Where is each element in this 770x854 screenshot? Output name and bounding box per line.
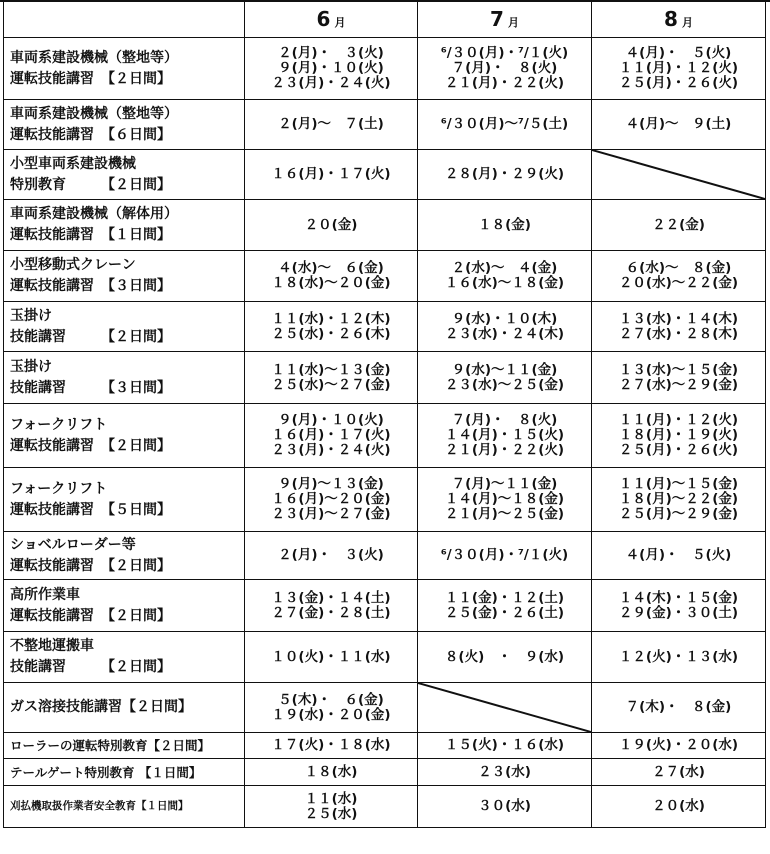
session-date: ２３(月)・２４(火): [271, 75, 391, 91]
session-dates-cell: [592, 352, 766, 404]
course-duration: 運転技能講習 【３日間】: [10, 278, 171, 294]
session-dates-cell: [418, 580, 592, 632]
course-name: 不整地運搬車: [10, 638, 94, 654]
session-date: ２(月)～ ７(土): [278, 116, 384, 132]
session-date: １４(木)・１５(金): [618, 589, 739, 606]
session-date: １６(月)～２０(金): [271, 491, 391, 507]
course-name-cell: [4, 404, 245, 468]
session-dates-cell: [418, 733, 592, 759]
session-date: １１(金)・１２(土): [444, 589, 565, 606]
course-duration: 運転技能講習 【６日間】: [10, 126, 171, 143]
session-dates-cell: [592, 251, 766, 302]
course-name: 車両系建設機械（整地等）: [10, 105, 178, 122]
session-date: ２３(水)～２５(金): [444, 376, 565, 393]
month-header-6: 6 月: [245, 1, 418, 38]
session-dates-cell: [592, 580, 766, 632]
session-date: ２(月)・ ３(火): [278, 547, 384, 563]
session-dates-cell: [592, 100, 766, 150]
session-dates-cell: [592, 200, 766, 251]
session-date: ９(水)・１０(木): [451, 310, 558, 327]
session-dates-cell: [245, 100, 418, 150]
session-date: ２１(月)・２２(火): [444, 442, 565, 458]
session-date: ２(水)～ ４(金): [451, 260, 558, 276]
session-date: ４(月)～ ９(土): [625, 116, 732, 132]
course-name: ガス溶接技能講習【２日間】: [10, 699, 192, 715]
course-row: [4, 150, 766, 200]
session-date: ２０(水): [652, 798, 705, 814]
session-dates-cell: [245, 302, 418, 352]
course-row: [4, 352, 766, 404]
course-row: [4, 200, 766, 251]
session-date: ８(火) ・ ９(水): [444, 648, 565, 665]
schedule-table: [3, 0, 766, 828]
session-dates-cell: [418, 759, 592, 786]
course-row: [4, 302, 766, 352]
course-name: フォークリフト: [10, 480, 108, 497]
session-date: ９(月)～１３(金): [278, 476, 384, 492]
session-dates-cell: [245, 759, 418, 786]
course-name: 小型移動式クレーン: [10, 257, 136, 273]
course-name-cell: [4, 683, 245, 733]
session-date: ２３(月)・２４(火): [271, 442, 391, 458]
diagonal-strike: [418, 683, 591, 732]
session-date: １３(水)・１４(木): [618, 310, 739, 327]
session-date: １９(火)・２０(水): [618, 737, 739, 753]
session-date: ⁶/３０(月)・⁷/１(火): [440, 45, 569, 61]
session-date: １１(月)～１５(金): [618, 476, 739, 492]
session-dates-cell: [245, 404, 418, 468]
session-date: １３(水)～１５(金): [618, 361, 739, 378]
course-name: 高所作業車: [10, 586, 80, 603]
session-date: ９(水)～１１(金): [451, 361, 558, 378]
course-row: [4, 532, 766, 580]
course-row: [4, 468, 766, 532]
session-dates-cell: [245, 352, 418, 404]
session-dates-cell: [592, 38, 766, 100]
session-date: ⁶/３０(月)・⁷/１(火): [440, 547, 569, 563]
course-name-cell: [4, 468, 245, 532]
session-date: １１(月)・１２(火): [618, 60, 739, 76]
course-name: 車両系建設機械（整地等）: [10, 49, 178, 66]
session-dates-cell: [592, 733, 766, 759]
session-date: １５(火)・１６(水): [444, 737, 565, 753]
session-dates-cell: [245, 38, 418, 100]
session-date: ２７(水)～２９(金): [618, 376, 739, 393]
session-date: ２３(水)・２４(木): [444, 325, 565, 342]
course-duration: 技能講習 【３日間】: [10, 379, 171, 396]
session-date: １８(水)～２０(金): [271, 275, 391, 291]
course-row: [4, 404, 766, 468]
session-date: １８(月)・１９(火): [618, 427, 739, 443]
session-dates-cell: [592, 302, 766, 352]
session-date: ２３(水): [478, 763, 531, 780]
session-dates-cell: [418, 532, 592, 580]
course-duration: 特別教育 【２日間】: [10, 176, 171, 193]
no-session-cell: [418, 683, 592, 733]
session-dates-cell: [418, 468, 592, 532]
session-dates-cell: [245, 580, 418, 632]
course-duration: 運転技能講習 【２日間】: [10, 557, 171, 574]
course-name: テールゲート特別教育 【１日間】: [10, 764, 202, 780]
course-name-cell: [4, 38, 245, 100]
session-dates-cell: [245, 786, 418, 828]
course-duration: 運転技能講習 【２日間】: [10, 437, 171, 454]
session-dates-cell: [245, 200, 418, 251]
session-dates-cell: [245, 468, 418, 532]
course-row: [4, 38, 766, 100]
session-dates-cell: [592, 759, 766, 786]
session-dates-cell: [245, 683, 418, 733]
session-dates-cell: [592, 632, 766, 683]
course-name: 玉掛け: [10, 307, 52, 324]
session-date: １８(金): [478, 216, 531, 233]
session-date: １４(月)～１８(金): [444, 491, 565, 507]
session-date: ７(月)・ ８(火): [451, 60, 558, 76]
course-name-cell: [4, 733, 245, 759]
session-dates-cell: [418, 302, 592, 352]
session-date: ７(月)・ ８(火): [451, 412, 558, 428]
session-date: ２５(月)・２６(火): [618, 442, 739, 458]
course-name-cell: [4, 100, 245, 150]
session-date: ２７(金)・２８(土): [271, 604, 391, 621]
session-date: ⁶/３０(月)～⁷/５(土): [440, 116, 569, 132]
session-dates-cell: [418, 38, 592, 100]
session-date: ４(水)～ ６(金): [278, 260, 384, 276]
session-dates-cell: [418, 786, 592, 828]
session-date: ７(月)～１１(金): [451, 476, 558, 492]
course-duration: 運転技能講習 【１日間】: [10, 227, 171, 243]
session-date: ２７(水)・２８(木): [618, 325, 739, 342]
session-dates-cell: [592, 404, 766, 468]
course-name: 玉掛け: [10, 358, 52, 375]
session-date: １１(水)～１３(金): [271, 361, 391, 378]
session-dates-cell: [592, 786, 766, 828]
session-dates-cell: [592, 468, 766, 532]
course-row: [4, 632, 766, 683]
session-date: １１(月)・１２(火): [618, 412, 739, 428]
header-corner: [4, 1, 245, 38]
course-duration: 技能講習 【２日間】: [10, 659, 171, 675]
session-date: １１(水): [304, 790, 358, 807]
course-name: ショベルローダー等: [10, 536, 136, 553]
session-date: ２７(水): [652, 763, 705, 780]
session-date: １６(水)～１８(金): [444, 275, 565, 291]
course-row: [4, 786, 766, 828]
course-name-cell: [4, 200, 245, 251]
session-date: ３０(水): [478, 798, 531, 814]
diagonal-strike: [592, 150, 765, 199]
header-row: [4, 1, 766, 38]
session-date: ９(月)・１０(火): [278, 60, 384, 76]
course-name-cell: [4, 352, 245, 404]
session-date: １１(水)・１２(木): [271, 310, 391, 327]
session-date: ２２(金): [652, 216, 705, 233]
course-duration: 技能講習 【２日間】: [10, 328, 171, 345]
month-header-7: 7 月: [418, 1, 592, 38]
session-date: ９(月)・１０(火): [278, 412, 384, 428]
session-dates-cell: [245, 251, 418, 302]
session-date: １７(火)・１８(水): [271, 737, 391, 753]
session-date: １０(火)・１１(水): [271, 648, 391, 665]
course-name-cell: [4, 580, 245, 632]
session-date: ２５(水): [304, 805, 358, 822]
course-name: 刈払機取扱作業者安全教育【１日間】: [10, 800, 189, 812]
course-name: 車両系建設機械（解体用）: [10, 206, 178, 222]
session-date: １６(月)・１７(火): [271, 166, 391, 182]
session-date: １３(金)・１４(土): [271, 589, 391, 606]
session-dates-cell: [418, 632, 592, 683]
session-date: ２８(月)・２９(火): [444, 166, 565, 182]
session-date: ２(月)・ ３(火): [278, 45, 384, 61]
session-date: ２５(金)・２６(土): [444, 604, 565, 621]
session-date: １２(火)・１３(水): [618, 648, 739, 665]
session-date: ２５(月)～２９(金): [618, 506, 739, 522]
session-date: １９(水)・２０(金): [271, 706, 391, 723]
session-dates-cell: [245, 632, 418, 683]
session-date: １８(水): [304, 763, 358, 780]
session-date: １４(月)・１５(火): [444, 427, 565, 443]
session-dates-cell: [418, 100, 592, 150]
session-date: ２５(月)・２６(火): [618, 75, 739, 91]
course-name-cell: [4, 759, 245, 786]
course-name-cell: [4, 302, 245, 352]
session-dates-cell: [418, 200, 592, 251]
session-date: ２１(月)～２５(金): [444, 506, 565, 522]
session-dates-cell: [245, 733, 418, 759]
session-dates-cell: [592, 683, 766, 733]
course-name: ローラーの運転特別教育【２日間】: [10, 738, 211, 753]
session-date: １６(月)・１７(火): [271, 427, 391, 443]
session-date: ２５(水)～２７(金): [271, 376, 391, 393]
session-date: ４(月)・ ５(火): [625, 45, 732, 61]
month-header-8: 8 月: [592, 1, 766, 38]
session-date: ２１(月)・２２(火): [444, 75, 565, 91]
course-duration: 運転技能講習 【２日間】: [10, 70, 171, 87]
course-row: [4, 580, 766, 632]
session-date: ２５(水)・２６(木): [271, 325, 391, 342]
course-row: [4, 759, 766, 786]
course-row: [4, 251, 766, 302]
session-date: ４(月)・ ５(火): [625, 547, 732, 563]
session-dates-cell: [245, 150, 418, 200]
course-duration: 運転技能講習 【５日間】: [10, 501, 171, 518]
session-date: ２０(金): [304, 216, 358, 233]
course-name-cell: [4, 632, 245, 683]
session-date: １８(月)～２２(金): [618, 491, 739, 507]
session-date: ２３(月)～２７(金): [271, 506, 391, 522]
session-date: ７(木)・ ８(金): [625, 699, 732, 715]
session-dates-cell: [592, 532, 766, 580]
course-name-cell: [4, 532, 245, 580]
course-name: フォークリフト: [10, 416, 108, 433]
course-name-cell: [4, 786, 245, 828]
course-row: [4, 100, 766, 150]
session-dates-cell: [418, 150, 592, 200]
course-row: [4, 733, 766, 759]
course-duration: 運転技能講習 【２日間】: [10, 607, 171, 624]
no-session-cell: [592, 150, 766, 200]
session-date: ６(水)～ ８(金): [625, 260, 732, 276]
session-date: ２９(金)・３０(土): [618, 604, 739, 621]
session-dates-cell: [418, 404, 592, 468]
course-row: [4, 683, 766, 733]
course-name-cell: [4, 251, 245, 302]
session-date: ５(木)・ ６(金): [278, 691, 384, 708]
session-dates-cell: [418, 352, 592, 404]
session-date: ２０(水)～２２(金): [618, 275, 739, 291]
session-dates-cell: [245, 532, 418, 580]
session-dates-cell: [418, 251, 592, 302]
course-name-cell: [4, 150, 245, 200]
course-name: 小型車両系建設機械: [10, 155, 136, 172]
